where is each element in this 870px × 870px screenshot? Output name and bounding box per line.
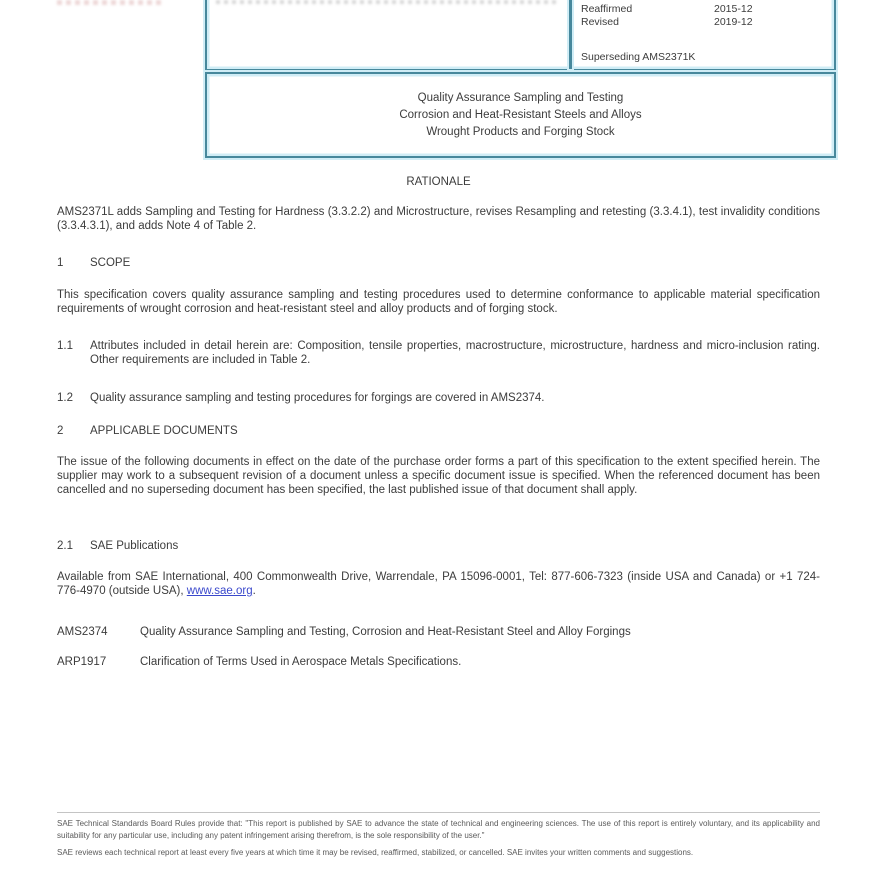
clause-2-1-heading	[57, 539, 820, 553]
applicable-documents-paragraph: The issue of the following documents in effect on the date of the purchase order forms a part of this specification to the extent specified herein. The supplier may work to a subsequent revision of a document unless a specific document issue is specified. When the referenced document has been cancelled and no superseding document has been specified, the last published issue of that document shall apply.	[57, 456, 820, 496]
revision-row-reaffirmed	[581, 3, 831, 16]
header-table-top-row	[205, 0, 836, 72]
section-title: APPLICABLE DOCUMENTS	[90, 425, 238, 437]
reference-row-ams2374	[57, 625, 820, 639]
availability-period: .	[252, 585, 256, 597]
sae-availability-paragraph	[57, 570, 820, 598]
sae-website-link[interactable]: www.sae.org	[186, 585, 253, 597]
section-1-heading	[57, 256, 820, 270]
clause-number: 2.1	[57, 540, 73, 552]
revision-label: Reaffirmed	[581, 3, 633, 15]
reference-title: Clarification of Terms Used in Aerospace Metals Specifications.	[140, 656, 462, 668]
availability-text: Available from SAE International, 400 Commonwealth Drive, Warrendale, PA 15096-0001, Tel: 877-606-7323 (inside USA and Canada) or +1 724-776-4970 (outside USA),	[57, 571, 820, 597]
superseding-note: Superseding AMS2371K	[581, 51, 696, 63]
clause-title: SAE Publications	[90, 540, 179, 552]
header-column-divider	[569, 0, 572, 69]
footer-divider	[57, 812, 820, 813]
section-2-heading	[57, 424, 820, 438]
footer-legal-paragraph-2: SAE reviews each technical report at least every five years at which time it may be revised, reaffirmed, stabilized, or cancelled. SAE invites your written comments and suggestions.	[57, 848, 694, 857]
section-number: 2	[57, 425, 64, 437]
section-number: 1	[57, 257, 64, 269]
clause-text: Attributes included in detail herein are: Composition, tensile properties, macrostructure, microstructure, hardness and micro-inclusion rating. Other requirements are included in Table 2.	[90, 340, 820, 366]
revision-date: 2015-12	[714, 3, 753, 15]
footer-legal-paragraph-1: SAE Technical Standards Board Rules provide that: "This report is published by SAE to advance the state of technical and engineering sciences. The use of this report is entirely voluntary, and its applicability and suitability for any particular use, including any patent infringement arising therefrom, is the sole responsibility of the user."	[57, 819, 820, 840]
spec-title-box	[205, 72, 836, 158]
reference-row-arp1917	[57, 655, 820, 669]
rationale-text: AMS2371L adds Sampling and Testing for Hardness (3.3.2.2) and Microstructure, revises Resampling and retesting (3.3.4.1), test invalidity conditions (3.3.4.3.1), and adds Note 4 of Table 2.	[57, 206, 820, 232]
clipped-header-artifact-left	[57, 0, 165, 5]
revision-date: 2019-12	[714, 16, 753, 28]
rationale-heading: RATIONALE	[406, 176, 471, 188]
clause-number: 1.2	[57, 392, 73, 404]
scope-intro-paragraph: This specification covers quality assurance sampling and testing procedures used to determine conformance to applicable material specification requirements of wrought corrosion and heat-resistant steel and alloy products and of forging stock.	[57, 289, 820, 315]
revision-label: Revised	[581, 16, 619, 28]
clause-number: 1.1	[57, 340, 73, 352]
spec-title-line: Wrought Products and Forging Stock	[426, 125, 615, 138]
clause-1-1	[57, 339, 820, 367]
spec-title-line: Corrosion and Heat-Resistant Steels and Alloys	[399, 108, 642, 121]
reference-code: AMS2374	[57, 626, 108, 638]
reference-title: Quality Assurance Sampling and Testing, Corrosion and Heat-Resistant Steel and Alloy Forgings	[140, 626, 631, 638]
section-title: SCOPE	[90, 257, 131, 269]
reference-code: ARP1917	[57, 656, 107, 668]
revision-row-revised	[581, 16, 831, 29]
clause-text: Quality assurance sampling and testing procedures for forgings are covered in AMS2374.	[90, 392, 545, 404]
spec-title-line: Quality Assurance Sampling and Testing	[417, 91, 624, 104]
clause-1-2	[57, 391, 820, 405]
